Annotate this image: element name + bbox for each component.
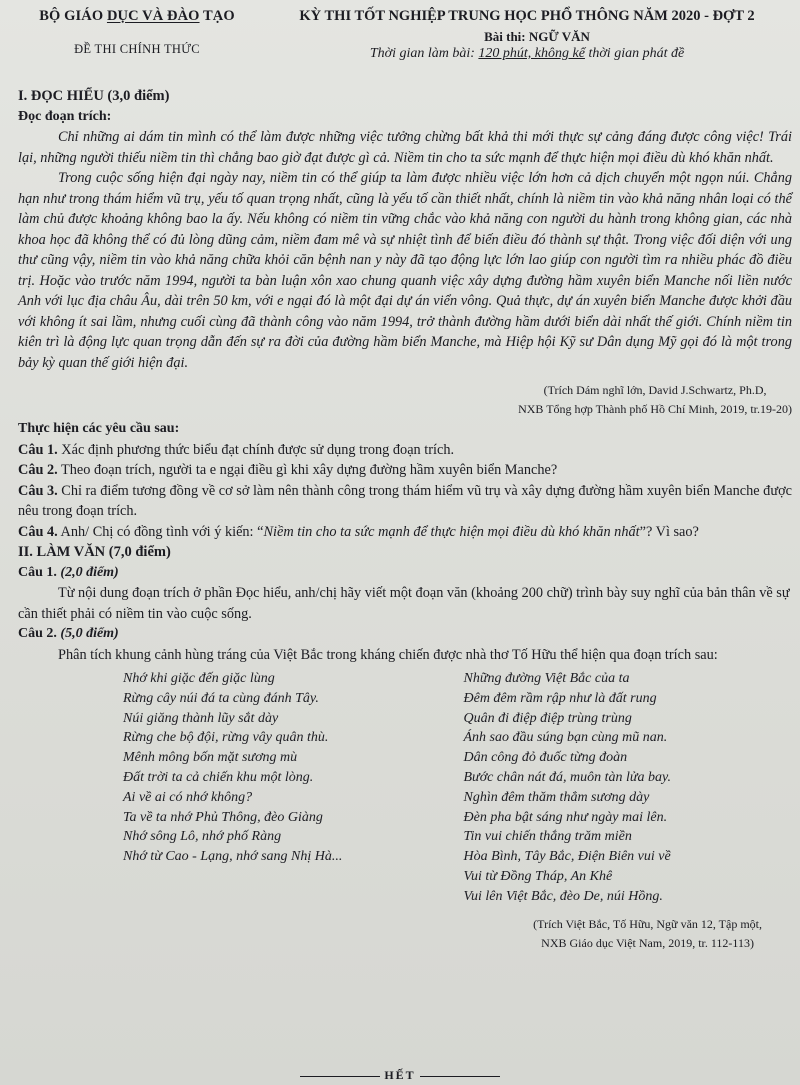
poem-line: Nhớ từ Cao - Lạng, nhớ sang Nhị Hà... xyxy=(123,849,343,865)
poem-line: Những đường Việt Bắc của ta xyxy=(463,671,630,686)
writing-question-1-heading xyxy=(18,563,792,584)
poem-line: Núi giăng thành lũy sắt dày xyxy=(123,710,279,726)
exam-content xyxy=(18,86,792,953)
duration-prefix: Thời gian làm bài: xyxy=(369,46,479,61)
duration-suffix: thời gian phát đề xyxy=(584,46,685,61)
header-left xyxy=(22,8,252,57)
poem-line: Vui lên Việt Bắc, đèo De, núi Hồng. xyxy=(463,888,663,904)
duration-value: 120 phút, không kể xyxy=(478,46,585,61)
question-label: Câu 1. xyxy=(18,564,57,580)
end-rule-left xyxy=(300,1076,380,1077)
poem-source-line-1: (Trích Việt Bắc, Tố Hữu, Ngữ văn 12, Tập một, xyxy=(533,916,762,931)
writing-section-title: II. LÀM VĂN (7,0 điểm) xyxy=(18,544,171,560)
question-label: Câu 4. xyxy=(18,523,58,540)
passage-source-line-2: NXB Tổng hợp Thành phố Hồ Chí Minh, 2019, tr.19-20) xyxy=(518,402,792,416)
poem-line: Ánh sao đầu súng bạn cùng mũ nan. xyxy=(463,730,668,746)
poem-source-line-2: NXB Giáo dục Việt Nam, 2019, tr. 112-113) xyxy=(541,935,754,950)
poem-column-left xyxy=(18,669,452,907)
poem-line: Hòa Bình, Tây Bắc, Điện Biên vui về xyxy=(463,849,671,865)
poem-line: Quân đi điệp điệp trùng trùng xyxy=(463,710,632,726)
end-label: HẾT xyxy=(384,1068,416,1082)
poem-line: Đèn pha bật sáng như ngày mai lên. xyxy=(463,809,668,825)
writing-question-1-text: Từ nội dung đoạn trích ở phần Đọc hiểu, anh/chị hãy viết một đoạn văn (khoảng 200 chữ) trình bày suy nghĩ của bản thân về sự cần thiết phải có niềm tin vào cuộc sống. xyxy=(18,585,790,622)
question-quote: Niềm tin cho ta sức mạnh để thực hiện mọi điều dù khó khăn nhất xyxy=(263,523,640,540)
ministry-name-part: BỘ GIÁO xyxy=(39,8,107,24)
poem-line: Rừng che bộ đội, rừng vây quân thù. xyxy=(123,730,329,746)
header-right xyxy=(262,8,792,62)
poem-line: Nhớ sông Lô, nhớ phố Ràng xyxy=(123,829,282,845)
poem-line: Tin vui chiến thắng trăm miền xyxy=(463,829,632,845)
question-points: (2,0 điểm) xyxy=(56,564,119,580)
question-4 xyxy=(18,522,792,543)
question-3 xyxy=(18,481,792,522)
exam-subject: Bài thi: NGỮ VĂN xyxy=(484,29,590,44)
poem-line: Bước chân nát đá, muôn tàn lửa bay. xyxy=(463,769,671,785)
poem-line: Đất trời ta cả chiến khu một lòng. xyxy=(123,769,314,785)
exam-title: KỲ THI TỐT NGHIỆP TRUNG HỌC PHỔ THÔNG NĂM 2020 - ĐỢT 2 xyxy=(299,8,755,24)
writing-question-2-text: Phân tích khung cảnh hùng tráng của Việt Bắc trong kháng chiến được nhà thơ Tố Hữu thể hiện qua đoạn trích sau: xyxy=(58,646,718,663)
poem-line: Vui từ Đồng Tháp, An Khê xyxy=(463,868,613,884)
question-text: Theo đoạn trích, người ta e ngại điều gì khi xây dựng đường hầm xuyên biển Manche? xyxy=(57,462,558,478)
question-label: Câu 2. xyxy=(18,626,57,641)
passage-source-line-1: (Trích Dám nghĩ lớn, David J.Schwartz, Ph.D, xyxy=(543,383,767,397)
end-mark xyxy=(0,1068,800,1083)
question-text: ”? Vì sao? xyxy=(639,523,699,540)
poem-line: Ta về ta nhớ Phủ Thông, đèo Giàng xyxy=(123,809,323,825)
poem-line: Dân công đỏ đuốc từng đoàn xyxy=(463,750,628,766)
passage-label: Đọc đoạn trích: xyxy=(18,108,112,124)
question-1 xyxy=(18,440,792,461)
passage-paragraph-1: Chỉ những ai dám tin mình có thể làm được những việc tưởng chừng bất khả thi mới thực sự cảng đáng được công việc! Trái lại, những người thiếu niềm tin thì chẳng bao giờ đạt được gì cả. Niềm tin cho ta sức mạnh để thực hiện mọi điều dù khó khăn nhất. xyxy=(18,129,792,166)
ministry-name-part: TẠO xyxy=(199,8,235,24)
question-2 xyxy=(18,460,792,481)
question-label: Câu 1. xyxy=(18,441,58,458)
poem-line: Đêm đêm rầm rập như là đất rung xyxy=(463,690,657,706)
ministry-name xyxy=(22,8,252,25)
passage-source xyxy=(18,381,792,419)
tasks-label: Thực hiện các yêu cầu sau: xyxy=(18,421,180,436)
passage-paragraph-2: Trong cuộc sống hiện đại ngày nay, niềm tin có thể giúp ta làm được nhiều việc lớn hơn cả dịch chuyển một ngọn núi. Chẳng hạn như trong thám hiểm vũ trụ, yếu tố quan trọng nhất, cũng là yếu tố cần thiết nhất, chính là niềm tin vào khả năng nhân loại có thể làm chủ được khoảng không bao la ấy. Nếu không có niềm tin vững chắc vào khả năng con người du hành trong không gian, các nhà khoa học đã không thể có đủ lòng dũng cảm, niềm đam mê và sự nhiệt tình để biến điều đó thành sự thật. Trong việc đối diện với ung thư cũng vậy, niềm tin vào khả năng chữa khỏi căn bệnh nan y này đã tạo động lực lớn lao giúp con người tìm ra nhiều phác đồ điều trị. Hoặc vào trước năm 1994, người ta bàn luận xôn xao chung quanh việc xây dựng đường hầm xuyên biển Manche nối liền nước Anh với lục địa châu Âu, dài trên 50 km, với e ngại đó là một đại dự án viển vông. Quả thực, dự án xuyên biển Manche được khởi đầu với không ít sai lầm, nhưng cuối cùng đã thành công vào năm 1994, trở thành đường hầm dưới biển dài nhất thế giới. Chính niềm tin kiên trì là động lực quan trọng dẫn đến sự ra đời của đường hầm biển Manche, mà Hiệp hội Kỹ sư Dân dụng Mỹ gọi đó là một trong bảy kỳ quan thế giới hiện đại. xyxy=(18,170,792,371)
question-text: Xác định phương thức biểu đạt chính được sử dụng trong đoạn trích. xyxy=(57,441,455,458)
end-rule-right xyxy=(420,1076,500,1077)
poem-line: Rừng cây núi đá ta cùng đánh Tây. xyxy=(123,690,319,706)
poem-source xyxy=(18,915,792,953)
question-text: Chỉ ra điểm tương đồng về cơ sở làm nên thành công trong thám hiểm vũ trụ và xây dựng đường hầm xuyên biển Manche được nêu trong đoạn trích. xyxy=(18,482,792,519)
poem-line: Nghìn đêm thăm thẳm sương dày xyxy=(463,789,650,805)
question-label: Câu 2. xyxy=(18,462,58,478)
question-points: (5,0 điểm) xyxy=(56,626,119,641)
exam-duration xyxy=(262,46,792,62)
official-exam-label: ĐỀ THI CHÍNH THỨC xyxy=(74,42,200,56)
poem-excerpt xyxy=(18,669,792,907)
ministry-name-underlined: DỤC VÀ ĐÀO xyxy=(106,8,200,24)
reading-section-title: I. ĐỌC HIỂU (3,0 điểm) xyxy=(18,88,170,104)
question-label: Câu 3. xyxy=(18,482,58,499)
writing-question-2-heading xyxy=(18,624,792,645)
poem-line: Ai về ai có nhớ không? xyxy=(123,789,253,805)
poem-line: Nhớ khi giặc đến giặc lùng xyxy=(123,671,275,686)
poem-column-right xyxy=(452,669,793,907)
question-text: Anh/ Chị có đồng tình với ý kiến: “ xyxy=(57,523,264,540)
poem-line: Mênh mông bốn mặt sương mù xyxy=(123,750,298,766)
